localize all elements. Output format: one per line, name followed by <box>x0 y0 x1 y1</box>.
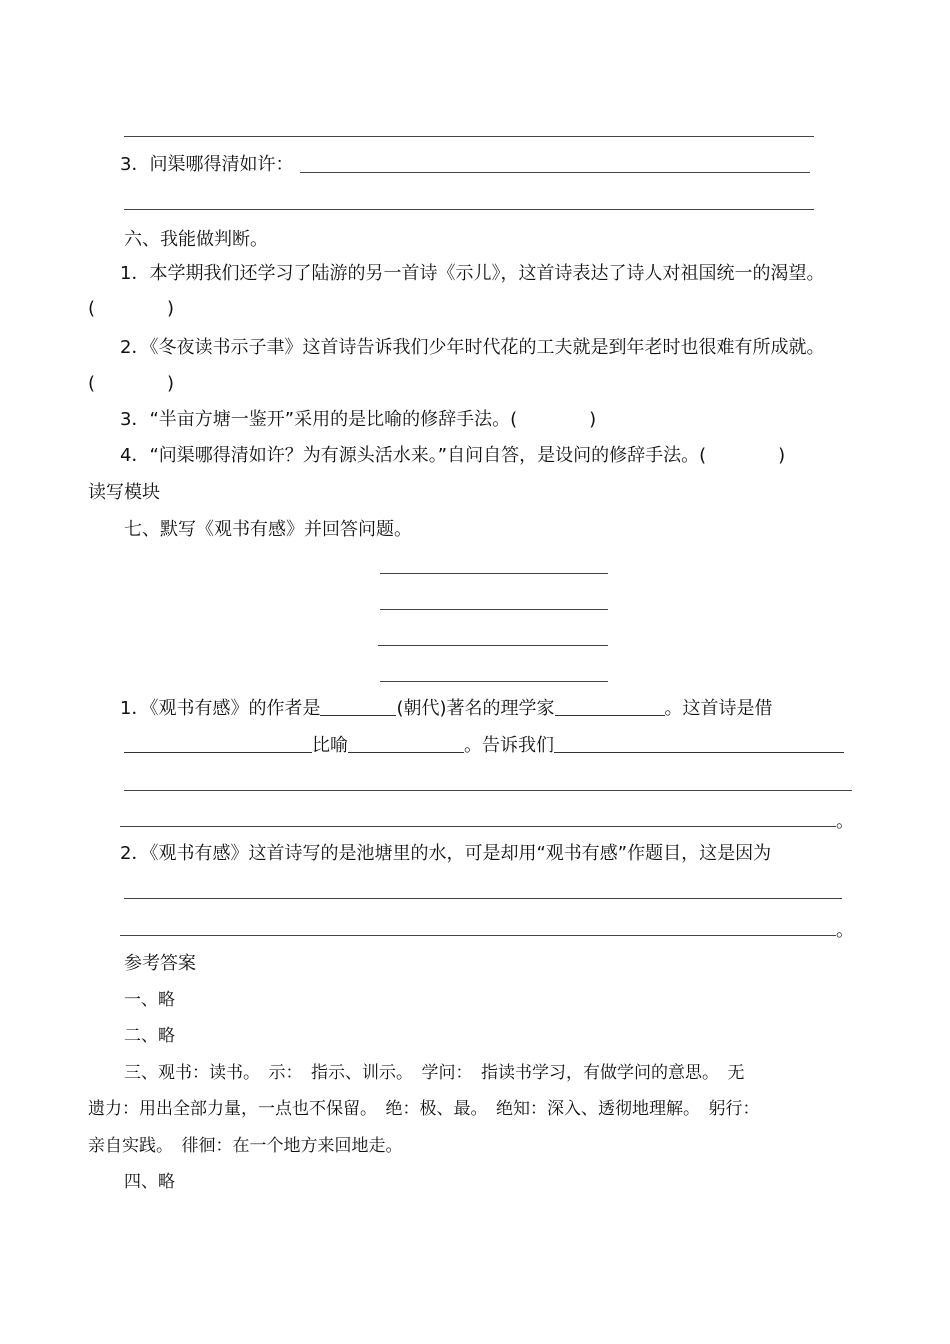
section-6-heading: 六、我能做判断。 <box>124 229 268 250</box>
q1-part-d: 比喻 <box>312 735 348 756</box>
judgement-4: 4．“问渠哪得清如许？为有源头活水来。”自问自答，是设问的修辞手法。( ) <box>120 445 786 466</box>
q1-part-c: 。这首诗是借 <box>664 698 773 719</box>
blank-dynasty[interactable] <box>320 697 396 716</box>
question-label: 3．问渠哪得清如许： <box>120 154 294 175</box>
answer-line <box>124 209 814 210</box>
blank-lesson[interactable] <box>554 734 844 753</box>
question-7-1 <box>120 697 773 721</box>
section-7-heading: 七、默写《观书有感》并回答问题。 <box>124 519 412 540</box>
q1-part-e: 。告诉我们 <box>464 735 554 756</box>
judgement-2: 2．《冬夜读书示子聿》这首诗告诉我们少年时代花的工夫就是到年老时也很难有所成就。 <box>120 337 825 358</box>
answer-3-line2: 遗力：用出全部力量，一点也不保留。 绝：极、最。 绝知：深入、透彻地理解。 躬行： <box>88 1099 760 1119</box>
answer-2: 二、略 <box>124 1026 175 1046</box>
line-end-period: 。 <box>836 920 854 941</box>
judgement-2-answer-paren: ( ) <box>88 373 175 394</box>
poem-line <box>380 681 608 682</box>
question-7-2: 2．《观书有感》这首诗写的是池塘里的水，可是却用“观书有感”作题目，这是因为 <box>120 843 772 864</box>
answer-3-line1: 三、观书：读书。 示： 指示、训示。 学问： 指读书学习，有做学问的意思。 无 <box>124 1063 745 1083</box>
blank-vehicle[interactable] <box>124 734 312 753</box>
answer-line <box>300 172 810 173</box>
answer-1: 一、略 <box>124 990 175 1010</box>
poem-line <box>380 609 608 610</box>
judgement-3: 3．“半亩方塘一鉴开”采用的是比喻的修辞手法。( ) <box>120 409 597 430</box>
q1-part-b: (朝代)著名的理学家 <box>396 698 555 719</box>
answer-line <box>120 935 836 936</box>
judgement-1-answer-paren: ( ) <box>88 298 175 319</box>
answer-line <box>120 826 836 827</box>
answer-line <box>124 898 842 899</box>
question-5-3 <box>120 153 293 177</box>
poem-line <box>378 645 608 646</box>
judgement-1: 1．本学期我们还学习了陆游的另一首诗《示儿》，这首诗表达了诗人对祖国统一的渴望。 <box>120 263 825 284</box>
answer-line <box>124 136 814 137</box>
blank-tenor[interactable] <box>348 734 464 753</box>
blank-author[interactable] <box>555 697 665 716</box>
answers-title: 参考答案 <box>124 953 196 974</box>
answer-line <box>124 790 852 791</box>
poem-line <box>380 573 608 574</box>
answer-3-line3: 亲自实践。 徘徊：在一个地方来回地走。 <box>88 1136 403 1156</box>
q1-part-a: 1．《观书有感》的作者是 <box>120 698 321 719</box>
answer-4: 四、略 <box>124 1172 175 1192</box>
question-7-1-line2 <box>124 734 844 758</box>
line-end-period: 。 <box>836 811 854 832</box>
module-title: 读写模块 <box>88 482 160 503</box>
